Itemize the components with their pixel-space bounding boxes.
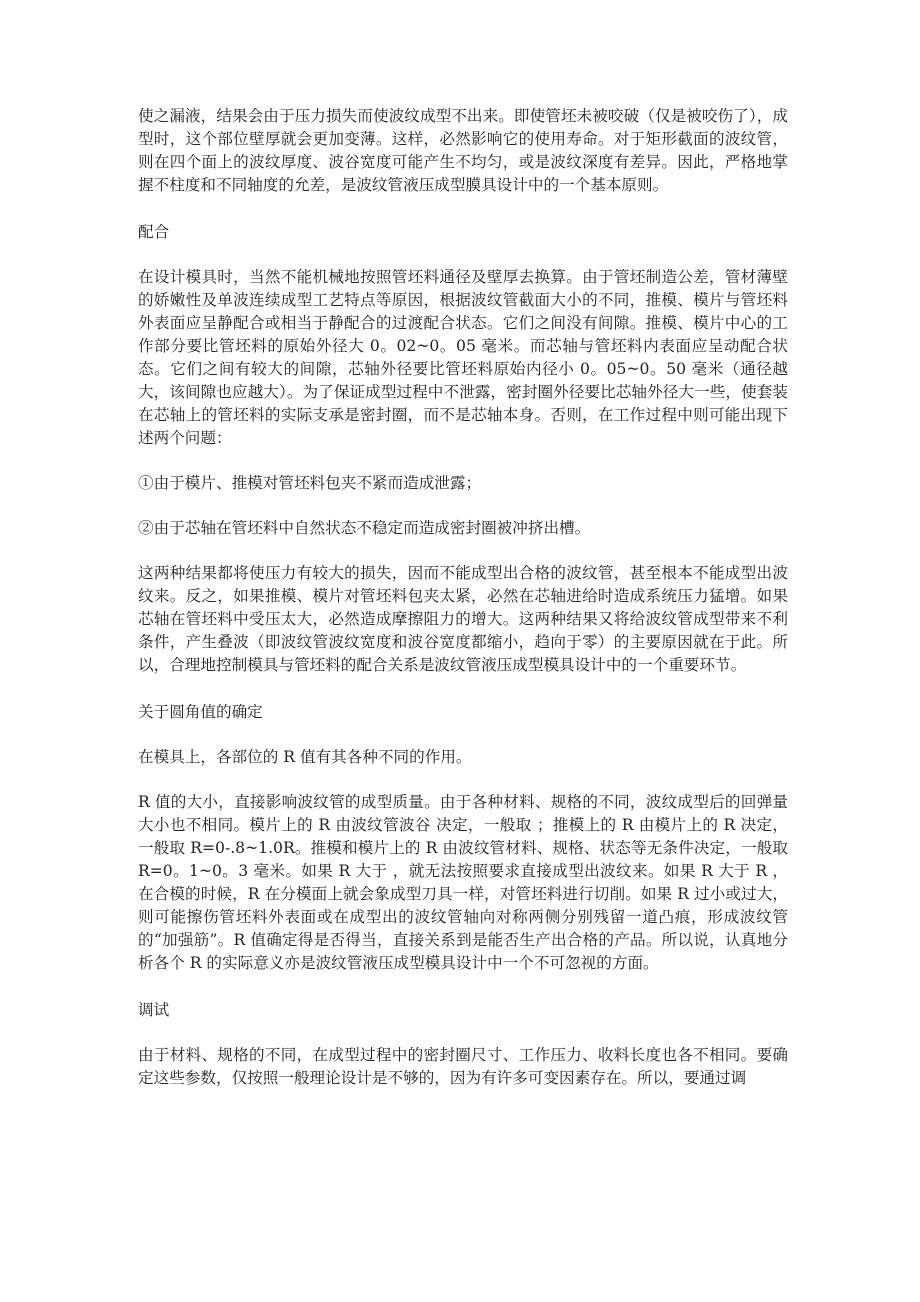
paragraph-radius-intro: 在模具上，各部位的 R 值有其各种不同的作用。 <box>138 748 472 766</box>
paragraph-tolerance-principle: 使之漏液，结果会由于压力损失而使波纹成型不出来。即使管坯未被咬破（仅是被咬伤了），成型时，这个部位壁厚就会更加变薄。这样，必然影响它的使用寿命。对于矩形截面的波纹管，则在四个面上的波纹厚度、波谷宽度可能产生不均匀，或是波纹深度有差异。因此，严格地掌握不柱度和不同轴度的允差，是波纹管液压成型膜具设计中的一个基本原则。 <box>138 107 788 194</box>
section-heading-radius: 关于圆角值的确定 <box>138 703 263 721</box>
section-heading-fit: 配合 <box>138 223 170 241</box>
paragraph-debugging: 由于材料、规格的不同，在成型过程中的密封圈尺寸、工作压力、收料长度也各不相同。要确定这些参数，仅按照一般理论设计是不够的，因为有许多可变因素存在。所以，要通过调 <box>138 1046 788 1087</box>
paragraph-fit-design: 在设计模具时，当然不能机械地按照管坯料通径及壁厚去换算。由于管坯制造公差，管材薄壁的娇嫩性及单波连续成型工艺特点等原因，根据波纹管截面大小的不同，推模、模片与管坯料外表面应呈静配合或相当于静配合的过渡配合状态。它们之间没有间隙。推模、模片中心的工作部分要比管坯料的原始外径大 0。02~0。05 毫米。而芯轴与管坯料内表面应呈动配合状态。它们之间有较大的间隙，芯轴外径要比管坯料原始内径小 0。05~0。50 毫米（通径越大，该间隙也应越大）。为了保证成型过程中不泄露，密封圈外径要比芯轴外径大一些，使套装在芯轴上的管坯料的实际支承是密封圈，而不是芯轴本身。否则，在工作过程中则可能出现下述两个问题： <box>138 268 788 447</box>
list-item-problem-2: ②由于芯轴在管坯料中自然状态不稳定而造成密封圈被冲挤出槽。 <box>138 519 591 537</box>
document-page <box>138 105 788 1090</box>
list-item-problem-1: ①由于模片、推模对管坯料包夹不紧而造成泄露； <box>138 474 482 492</box>
paragraph-fit-consequences: 这两种结果都将使压力有较大的损失，因而不能成型出合格的波纹管，甚至根本不能成型出波纹来。反之，如果推模、模片对管坯料包夹太紧，必然在芯轴进给时造成系统压力猛增。如果芯轴在管坯料中受压太大，必然造成摩擦阻力的增大。这两种结果又将给波纹管成型带来不利条件，产生叠波（即波纹管波纹宽度和波谷宽度都缩小，趋向于零）的主要原因就在于此。所以，合理地控制模具与管坯料的配合关系是波纹管液压成型模具设计中的一个重要环节。 <box>138 564 788 674</box>
paragraph-radius-detail: R 值的大小，直接影响波纹管的成型质量。由于各种材料、规格的不同，波纹成型后的回弹量大小也不相同。模片上的 R 由波纹管波谷 决定，一般取 ；推模上的 R 由模片上的 R 决定，一般取 R=0-.8~1.0R。推模和模片上的 R 由波纹管材料、规格、状态等无条件决定，一般取 R=0。1~0。3 毫米。如果 R 大于 ，就无法按照要求直接成型出波纹来。如果 R 大于 R ，在合模的时候，R 在分模面上就会象成型刀具一样，对管坯料进行切削。如果 R 过小或过大，则可能擦伤管坯料外表面或在成型出的波纹管轴向对称两侧分别残留一道凸痕，形成波纹管的“加强筋”。R 值确定得是否得当，直接关系到是能否生产出合格的产品。所以说，认真地分析各个 R 的实际意义亦是波纹管液压成型模具设计中一个不可忽视的方面。 <box>138 793 788 972</box>
section-heading-debugging: 调试 <box>138 1001 170 1019</box>
